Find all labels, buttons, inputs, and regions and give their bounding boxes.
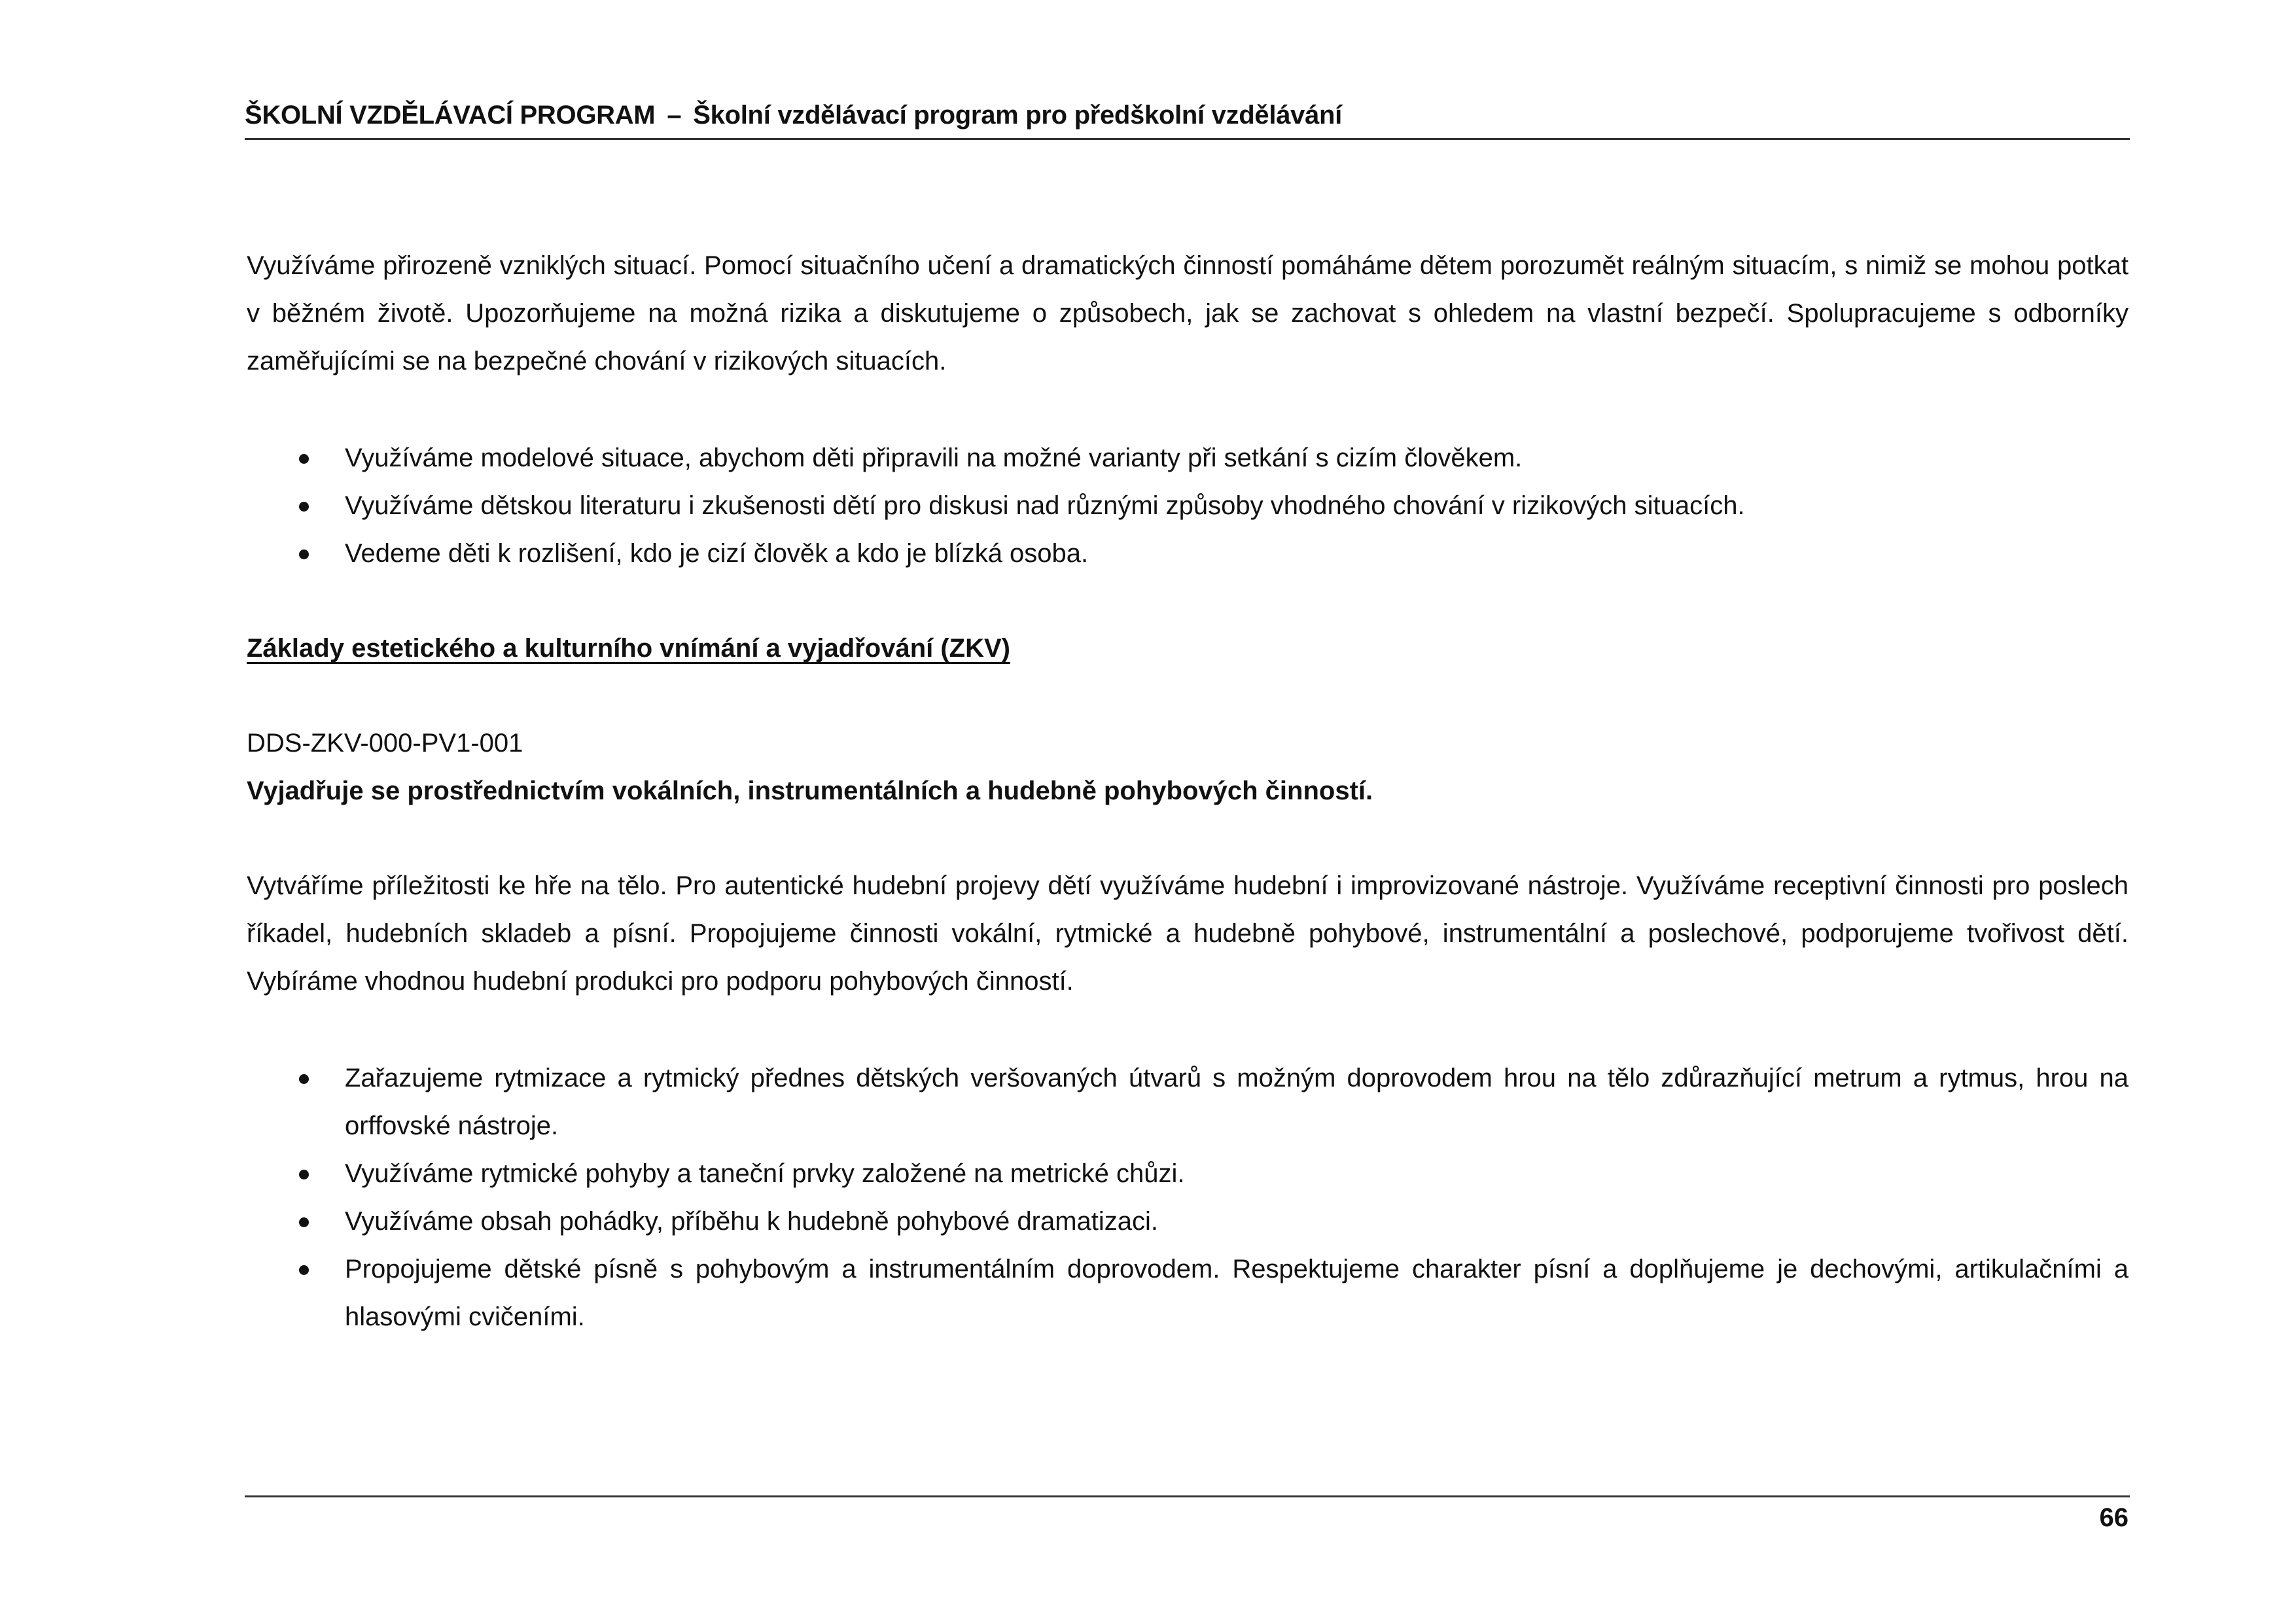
intro-paragraph: Využíváme přirozeně vzniklých situací. Pomocí situačního učení a dramatických činností pomáháme dětem porozumět reálným situacím, s nimiž se mohou potkat v běžném životě. Upozorňujeme na možná rizika a diskutujeme o způsobech, jak se zachovat s ohledem na vlastní bezpečí. Spolupracujeme s odborníky zaměřujícími se na bezpečné chování v rizikových situacích. xyxy=(247,251,2128,375)
list-item xyxy=(247,1055,2128,1150)
list-item-text: Vedeme děti k rozlišení, kdo je cizí člověk a kdo je blízká osoba. xyxy=(345,539,1089,568)
header-left-title: ŠKOLNÍ VZDĚLÁVACÍ PROGRAM xyxy=(245,101,656,130)
list-item xyxy=(247,434,2128,482)
header-title xyxy=(245,101,1342,130)
page-header xyxy=(245,98,2130,140)
bullet-list-safety xyxy=(247,434,2128,578)
list-item xyxy=(247,1198,2128,1246)
bullet-icon xyxy=(299,454,309,464)
bullet-icon xyxy=(299,1074,309,1084)
list-item xyxy=(247,482,2128,530)
section-title: Základy estetického a kulturního vnímání a vyjadřování (ZKV) xyxy=(247,634,1010,663)
bullet-icon xyxy=(299,550,309,559)
page-number: 66 xyxy=(2099,1503,2128,1532)
list-item-text: Zařazujeme rytmizace a rytmický přednes dětských veršovaných útvarů s možným doprovodem hrou na tělo zdůrazňující metrum a rytmus, hrou na orffovské nástroje. xyxy=(345,1064,2128,1140)
header-right-title: Školní vzdělávací program pro předškolní vzdělávání xyxy=(693,101,1342,130)
bullet-icon xyxy=(299,502,309,512)
spacer xyxy=(247,385,2128,434)
spacer xyxy=(247,578,2128,625)
goal-statement: Vyjadřuje se prostřednictvím vokálních, instrumentálních a hudebně pohybových činností. xyxy=(247,777,1373,805)
list-item-text: Propojujeme dětské písně s pohybovým a instrumentálním doprovodem. Respektujeme charakter písní a doplňujeme je dechovými, artikulačními a hlasovými cvičeními. xyxy=(345,1255,2128,1331)
list-item xyxy=(247,530,2128,578)
spacer xyxy=(247,1005,2128,1055)
list-item xyxy=(247,1150,2128,1198)
list-item-text: Využíváme dětskou literaturu i zkušenosti dětí pro diskusi nad různými způsoby vhodného chování v rizikových situacích. xyxy=(345,491,1745,520)
bullet-icon xyxy=(299,1265,309,1275)
bullet-icon xyxy=(299,1217,309,1227)
bullet-icon xyxy=(299,1170,309,1179)
section-paragraph: Vytváříme příležitosti ke hře na tělo. Pro autentické hudební projevy dětí využíváme hudební i improvizované nástroje. Využíváme receptivní činnosti pro poslech říkadel, hudebních skladeb a písní. Propojujeme činnosti vokální, rytmické a hudebně pohybové, instrumentální a poslechové, podporujeme tvořivost dětí. Vybíráme vhodnou hudební produkci pro podporu pohybových činností. xyxy=(247,871,2128,996)
page-content xyxy=(247,242,2128,1341)
goal-code: DDS-ZKV-000-PV1-001 xyxy=(247,729,523,758)
spacer xyxy=(247,815,2128,862)
list-item-text: Využíváme rytmické pohyby a taneční prvky založené na metrické chůzi. xyxy=(345,1159,1185,1188)
footer-divider xyxy=(245,1495,2130,1497)
bullet-list-music xyxy=(247,1055,2128,1341)
header-separator: – xyxy=(667,101,682,130)
list-item-text: Využíváme obsah pohádky, příběhu k hudebně pohybové dramatizaci. xyxy=(345,1207,1159,1236)
list-item xyxy=(247,1246,2128,1341)
spacer xyxy=(247,672,2128,720)
list-item-text: Využíváme modelové situace, abychom děti připravili na možné varianty při setkání s cizím člověkem. xyxy=(345,444,1523,472)
